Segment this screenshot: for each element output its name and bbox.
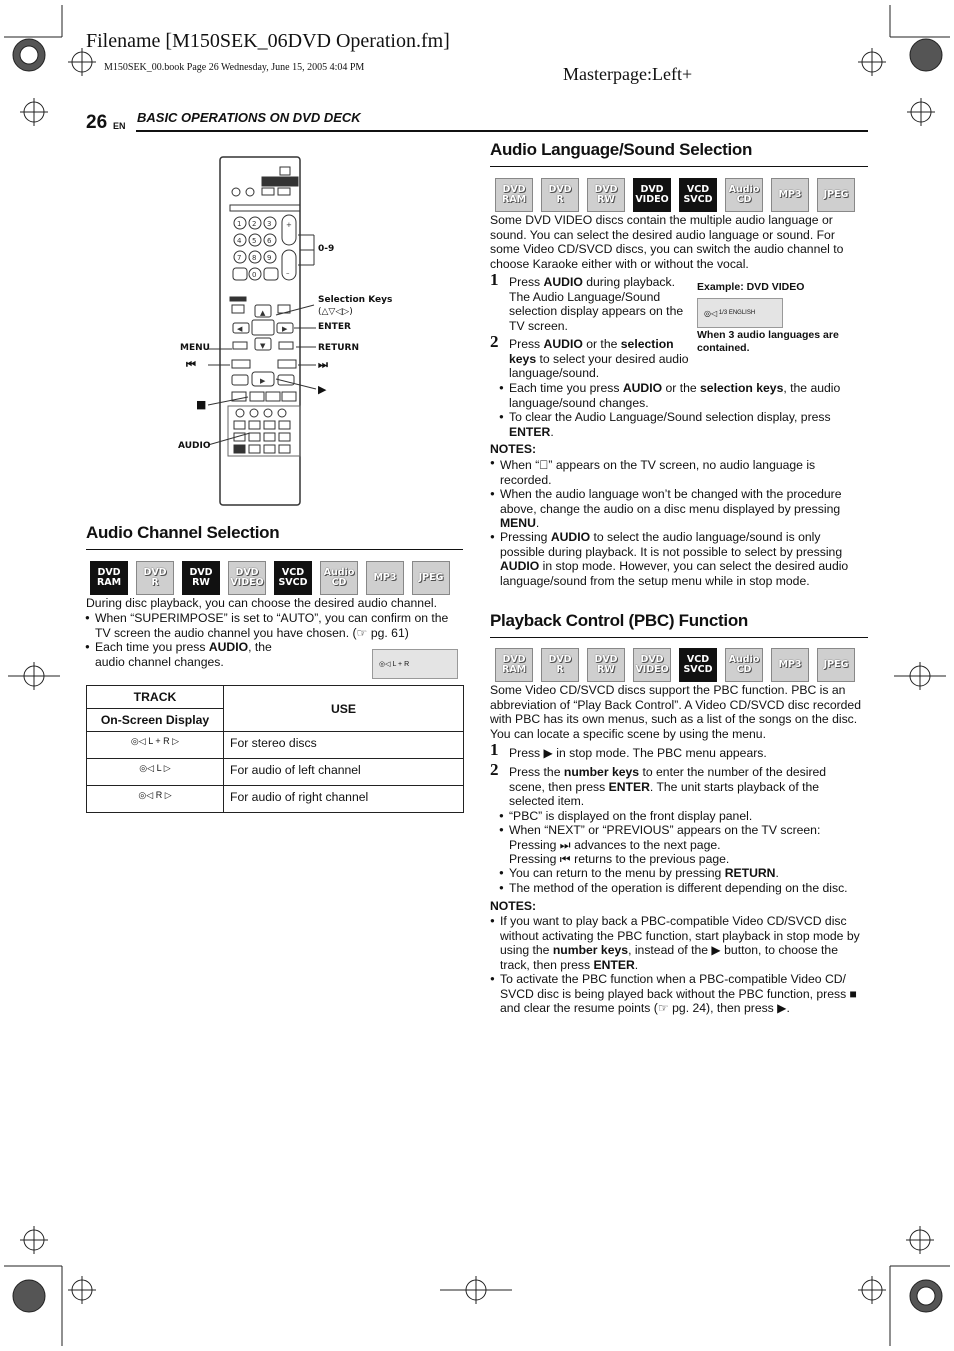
pbc-step-1: Press ▶ in stop mode. The PBC menu appears. (509, 746, 767, 760)
svg-text:0: 0 (252, 271, 257, 279)
badge-jpeg: JPEG (817, 178, 855, 212)
stop-icon: ■ (196, 398, 207, 411)
audio-channel-bullet-2: ● Each time you press AUDIO, the audio channel changes. (85, 640, 272, 669)
step-number: 1 (490, 270, 499, 289)
badge-vcd-svcd: VCD SVCD (679, 178, 717, 212)
play-icon: ▶ (318, 383, 327, 396)
audio-language-bullet-2: ● To clear the Audio Language/Sound selection display, press ENTER. (499, 410, 831, 439)
prev-icon: ⏮ (186, 358, 196, 371)
osd-language-example: ◎◁ 1/3 ENGLISH (697, 298, 783, 328)
notes-label: NOTES: (490, 442, 537, 456)
svg-text:▼: ▼ (260, 342, 266, 350)
table-header-osd: On-Screen Display (87, 709, 224, 732)
pbc-intro: Some Video CD/SVCD discs support the PBC function. PBC is an abbreviation of “Play Back Control”. A Video CD/SVCD disc recorded with PBC has its own menus, such as a list of the songs on the disc. You can locate a specific scene by using the menu. (490, 683, 861, 741)
table-header-use: USE (224, 686, 464, 732)
osd-cell: ◎◁ R ▷ (87, 786, 224, 813)
section-title: BASIC OPERATIONS ON DVD DECK (137, 110, 361, 125)
use-cell: For stereo discs (224, 732, 464, 759)
label-return: RETURN (318, 343, 359, 353)
badge-mp3: MP3 (771, 648, 809, 682)
svg-text:▶: ▶ (260, 377, 266, 385)
badge-dvd-rw: DVD RW (587, 178, 625, 212)
audio-language-bullet-1: ● Each time you press AUDIO or the selection keys, the audio language/sound changes. (499, 381, 841, 410)
audio-channel-rule (86, 549, 463, 550)
badge-dvd-ram: DVD RAM (495, 178, 533, 212)
badge-dvd-rw: DVD RW (182, 561, 220, 595)
pbc-step-2: Press the number keys to enter the number of the desired scene, then press ENTER. The unit starts playback of the selected item. (509, 765, 827, 809)
svg-text:◀: ◀ (237, 325, 243, 333)
svg-text:5: 5 (252, 237, 257, 245)
svg-text:–: – (286, 269, 290, 277)
badge-vcd-svcd: VCD SVCD (274, 561, 312, 595)
svg-text:3: 3 (267, 220, 272, 228)
badge-dvd-video: DVD VIDEO (633, 178, 671, 212)
svg-text:9: 9 (267, 254, 272, 262)
step-number: 2 (490, 760, 499, 779)
audio-language-note-2: ● When the audio language won’t be changed with the procedure above, change the audio on a disc menu displayed by pressing MENU. (490, 487, 842, 531)
speaker-icon: ◎◁ (130, 736, 146, 746)
audio-language-step-2: Press AUDIO or the selection keys to select your desired audio language/sound. (509, 337, 689, 381)
svg-text:+: + (286, 221, 292, 229)
badge-dvd-rw: DVD RW (587, 648, 625, 682)
audio-language-note-1: When “⃠” appears on the TV screen, no audio language is recorded. (500, 458, 816, 487)
filename-header: Filename [M150SEK_06DVD Operation.fm] (86, 30, 450, 52)
audio-language-note-3: ● Pressing AUDIO to select the audio language/sound is only possible during playback. It is not possible to select by pressing AUDIO in stop mode. However, you can select the desired audio language/sound from the setup menu while in stop mode. (490, 530, 849, 588)
pbc-bullet-1: ● “PBC” is displayed on the front display panel. (499, 809, 753, 823)
pbc-title: Playback Control (PBC) Function (490, 611, 748, 630)
badge-mp3: MP3 (771, 178, 809, 212)
masterpage-label: Masterpage:Left+ (563, 64, 693, 84)
badge-dvd-r: DVD R (541, 648, 579, 682)
disc-badges-audio-language (495, 178, 855, 212)
badge-dvd-video: DVD VIDEO (633, 648, 671, 682)
bullet-dot: ● (490, 458, 495, 467)
badge-vcd-svcd: VCD SVCD (679, 648, 717, 682)
badge-mp3: MP3 (366, 561, 404, 595)
label-selection-keys: Selection Keys (318, 295, 393, 305)
disc-badges-audio-channel (90, 561, 450, 595)
svg-text:6: 6 (267, 237, 272, 245)
badge-dvd-video: DVD VIDEO (228, 561, 266, 595)
audio-language-title: Audio Language/Sound Selection (490, 140, 753, 159)
use-cell: For audio of right channel (224, 786, 464, 813)
page-number: 26 (86, 112, 108, 133)
audio-language-intro: Some DVD VIDEO discs contain the multiple audio language or sound. You can select the desired audio language or sound. For some Video CD/SVCD discs, you can switch the audio channel to choose Karaoke either with or without the vocal. (490, 213, 844, 271)
svg-text:4: 4 (237, 237, 242, 245)
speaker-icon: ◎◁ (139, 763, 155, 773)
badge-audio-cd: Audio CD (725, 178, 763, 212)
badge-jpeg: JPEG (817, 648, 855, 682)
example-label: Example: DVD VIDEO (697, 281, 805, 293)
audio-channel-bullet-1: ● When “SUPERIMPOSE” is set to “AUTO”, you can confirm on the TV screen the audio channel you have chosen. (☞ pg. 61) (85, 611, 449, 640)
pbc-note-2: ● To activate the PBC function when a PBC-compatible Video CD/ SVCD disc is being played back without the PBC function, press ■ and clear the resume points (☞ pg. 24), then press ▶. (490, 972, 857, 1016)
page-language: EN (113, 121, 126, 131)
osd-cell: ◎◁ L + R ▷ (87, 732, 224, 759)
badge-audio-cd: Audio CD (320, 561, 358, 595)
svg-text:1: 1 (237, 220, 242, 228)
badge-jpeg: JPEG (412, 561, 450, 595)
osd-cell: ◎◁ L ▷ (87, 759, 224, 786)
table-header-track: TRACK (87, 686, 224, 709)
example-caption: When 3 audio languages are contained. (697, 329, 839, 354)
disc-badges-pbc (495, 648, 855, 682)
svg-text:7: 7 (237, 254, 242, 262)
pbc-bullet-4: ● The method of the operation is different depending on the disc. (499, 881, 848, 895)
label-menu: MENU (180, 343, 210, 353)
pbc-note-1: ● If you want to play back a PBC-compatible Video CD/SVCD disc without activating the PBC function, start playback in stop mode by using the number keys, instead of the ▶ button, to choose the track, then press ENTER. (490, 914, 860, 972)
speaker-icon: ◎◁ (379, 661, 391, 668)
header-rule (136, 130, 868, 132)
badge-dvd-r: DVD R (136, 561, 174, 595)
pbc-rule (490, 637, 868, 638)
table-row (87, 786, 464, 813)
svg-text:▶: ▶ (282, 325, 288, 333)
label-digits: 0-9 (318, 244, 335, 254)
speaker-icon: ◎◁ (138, 790, 154, 800)
label-selection-symbols: (△▽◁▷) (318, 307, 353, 317)
next-icon: ⏭ (318, 358, 328, 371)
badge-dvd-r: DVD R (541, 178, 579, 212)
pbc-bullet-3: ● You can return to the menu by pressing RETURN. (499, 866, 779, 880)
badge-dvd-ram: DVD RAM (90, 561, 128, 595)
svg-text:2: 2 (252, 220, 257, 228)
audio-language-step-1: Press AUDIO during playback. The Audio Language/Sound selection display appears on the TV screen. (509, 275, 684, 333)
osd-audio-channel-example: ◎◁ L + R (372, 649, 458, 679)
book-info-line: M150SEK_00.book Page 26 Wednesday, June 15, 2005 4:04 PM (104, 62, 365, 73)
table-row (87, 732, 464, 759)
audio-channel-intro: During disc playback, you can choose the desired audio channel. (86, 596, 437, 610)
audio-channel-title: Audio Channel Selection (86, 523, 280, 542)
badge-dvd-ram: DVD RAM (495, 648, 533, 682)
notes-label: NOTES: (490, 899, 537, 913)
label-enter: ENTER (318, 322, 351, 332)
speaker-icon: ◎◁ (704, 308, 718, 318)
svg-text:▲: ▲ (260, 309, 266, 317)
step-number: 1 (490, 740, 499, 759)
step-number: 2 (490, 332, 499, 351)
pbc-bullet-2: ● When “NEXT” or “PREVIOUS” appears on the TV screen: Pressing ⏭ advances to the next page. Pressing ⏮ returns to the previous page. (499, 823, 821, 867)
audio-language-rule (490, 166, 868, 167)
table-row (87, 759, 464, 786)
label-audio: AUDIO (178, 441, 211, 451)
svg-text:8: 8 (252, 254, 257, 262)
use-cell: For audio of left channel (224, 759, 464, 786)
audio-channel-table (86, 685, 464, 813)
badge-audio-cd: Audio CD (725, 648, 763, 682)
